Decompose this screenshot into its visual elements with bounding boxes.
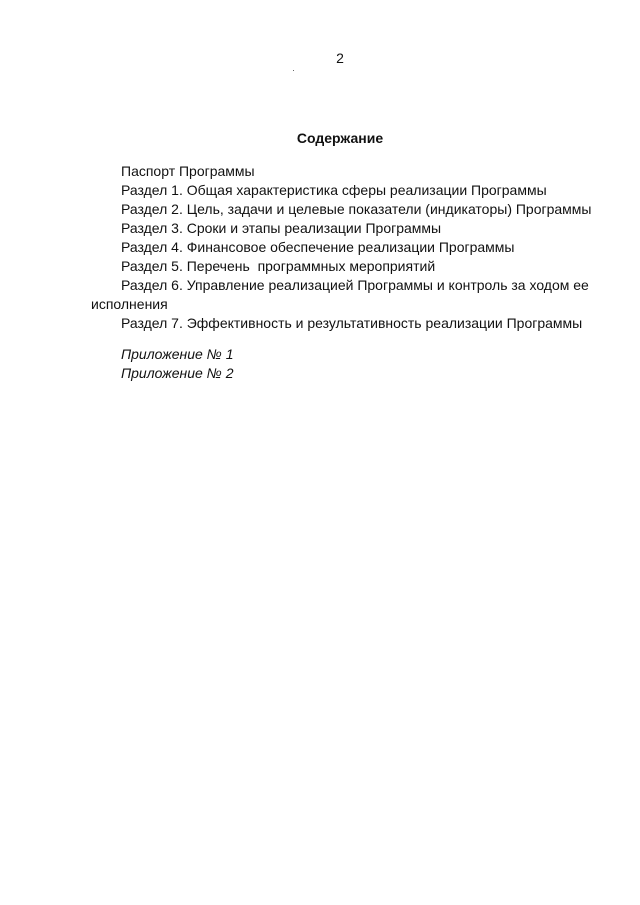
toc-item-passport: Паспорт Программы [121,163,255,179]
toc-item-section-2: Раздел 2. Цель, задачи и целевые показатели (индикаторы) Программы [121,201,592,217]
toc-item-section-6: Раздел 6. Управление реализацией Программы и контроль за ходом ее исполнения [91,277,589,312]
toc-item-section-3: Раздел 3. Сроки и этапы реализации Программы [121,220,442,236]
appendix-item-2: Приложение № 2 [121,365,234,381]
toc-item-section-5: Раздел 5. Перечень программных мероприятий [121,258,436,274]
table-of-contents [91,162,611,333]
page-number: 2 [336,50,344,66]
toc-item-section-7: Раздел 7. Эффективность и результативность реализации Программы [121,315,583,331]
appendix-item-1: Приложение № 1 [121,346,234,362]
appendix-list [121,345,234,383]
contents-title: Содержание [296,130,384,146]
toc-item-section-4: Раздел 4. Финансовое обеспечение реализации Программы [121,239,515,255]
scan-speck [293,70,294,71]
toc-item-section-1: Раздел 1. Общая характеристика сферы реализации Программы [121,182,547,198]
